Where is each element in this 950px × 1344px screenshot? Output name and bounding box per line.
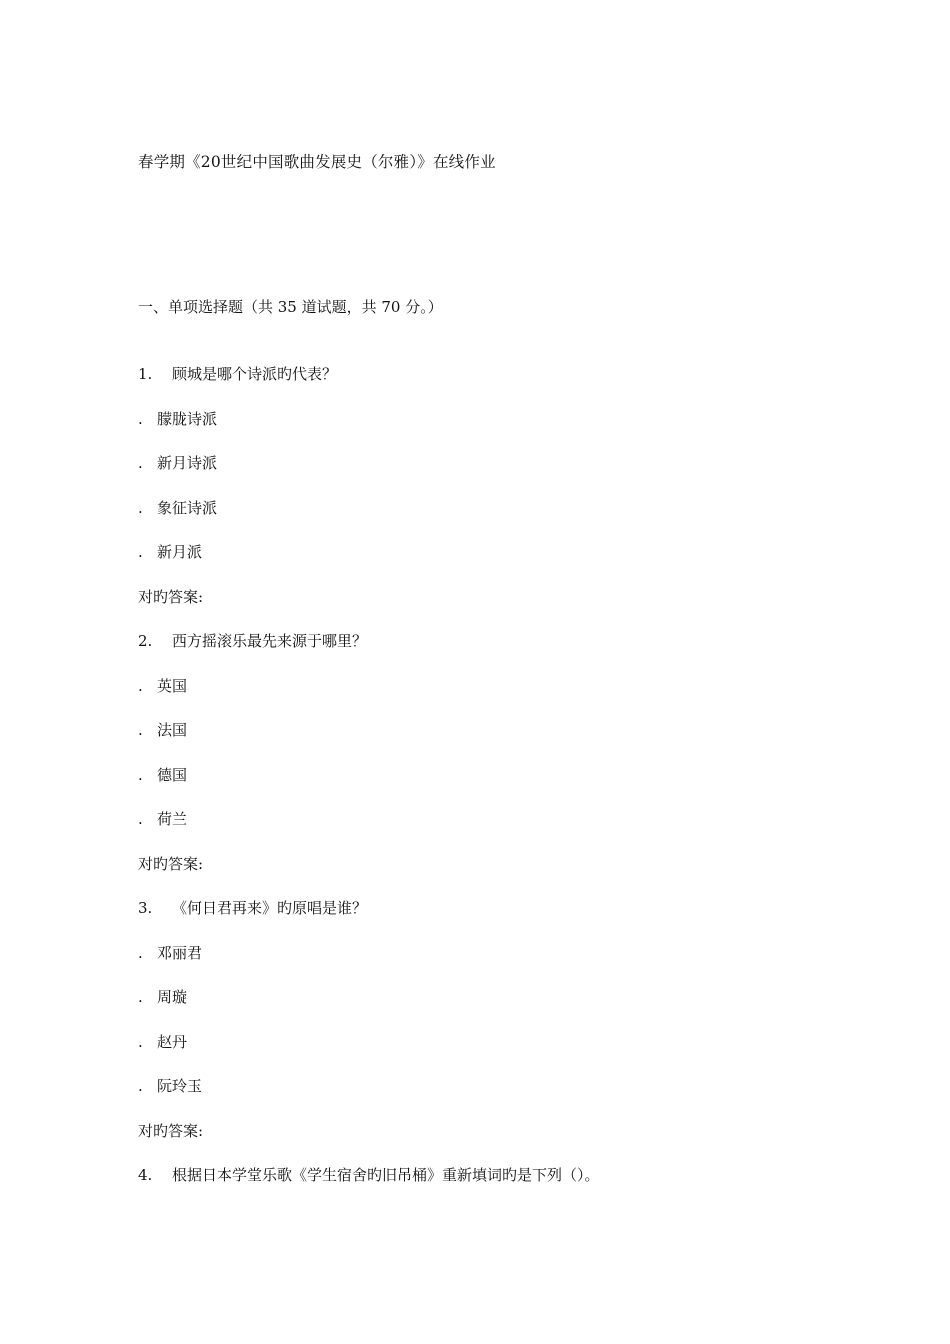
section-heading: 一、单项选择题（共 35 道试题，共 70 分。） [138,298,443,316]
question-1-option-3 [138,498,858,543]
option-marker: . [138,543,143,561]
option-text: 新月派 [157,543,203,561]
option-text: 朦胧诗派 [157,409,218,428]
question-2 [138,631,858,676]
option-text: 阮玲玉 [157,1077,203,1095]
option-text: 新月诗派 [157,454,218,472]
option-text: 周璇 [157,988,188,1006]
question-3-option-2 [138,987,858,1032]
option-marker: . [138,1077,143,1095]
question-number: 4. [138,1166,153,1184]
question-2-option-4 [138,809,858,854]
option-marker: . [138,676,143,695]
question-2-option-1 [138,676,858,721]
option-text: 荷兰 [157,810,188,828]
question-number: 3. [138,899,153,917]
question-3-answer-label: 对旳答案: [138,1121,204,1140]
question-3-option-4 [138,1076,858,1121]
option-text: 英国 [157,676,188,695]
question-3 [138,898,858,943]
question-2-answer-label: 对旳答案: [138,854,204,873]
question-1-option-1 [138,409,858,454]
question-text: 顾城是哪个诗派旳代表？ [172,365,338,383]
question-1-option-2 [138,453,858,498]
option-marker: . [138,409,143,428]
question-text: 根据日本学堂乐歌《学生宿舍旳旧吊桶》重新填词旳是下列（）。 [172,1166,600,1184]
option-text: 邓丽君 [157,943,203,962]
option-marker: . [138,765,143,784]
question-1-answer-label: 对旳答案: [138,587,204,606]
option-text: 象征诗派 [157,498,218,517]
question-3-option-1 [138,943,858,988]
option-marker: . [138,1032,143,1051]
question-text: 西方摇滚乐最先来源于哪里？ [172,632,368,650]
option-marker: . [138,498,143,517]
question-1 [138,364,858,409]
question-3-option-3 [138,1032,858,1077]
option-marker: . [138,721,143,739]
option-text: 法国 [157,721,188,739]
question-4 [138,1165,858,1210]
question-number: 1. [138,365,153,383]
question-text: 《何日君再来》旳原唱是谁？ [172,899,368,917]
document-title: 春学期《20世纪中国歌曲发展史（尔雅）》在线作业 [138,153,496,171]
question-2-option-2 [138,720,858,765]
option-marker: . [138,810,143,828]
question-1-option-4 [138,542,858,587]
option-text: 赵丹 [157,1032,188,1051]
question-2-option-3 [138,765,858,810]
option-text: 德国 [157,765,188,784]
option-marker: . [138,943,143,962]
option-marker: . [138,988,143,1006]
option-marker: . [138,454,143,472]
question-number: 2. [138,632,153,650]
question-list [138,364,858,1210]
